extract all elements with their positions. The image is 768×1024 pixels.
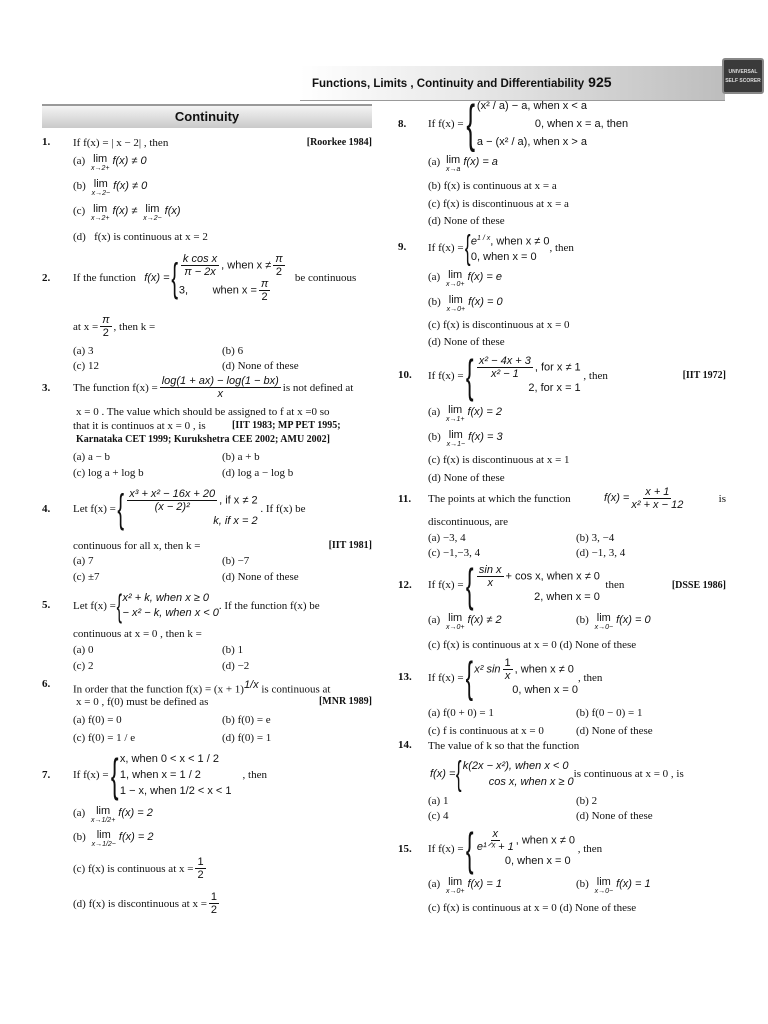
option-a: (a) f(0) = 0 [73, 714, 122, 726]
option-c: (c) f(x) is discontinuous at x = 0 [428, 319, 570, 331]
option-b: (b) lim x→0− f(x) = 0 [576, 612, 651, 631]
option-b: (b) lim x→1− f(x) = 3 [428, 429, 503, 448]
option-b: (b) f(x) is continuous at x = a [428, 180, 557, 192]
option-c: (c) f(x) is discontinuous at x = 1 [428, 454, 570, 466]
chapter-title: Functions, Limits , Continuity and Differentiability [312, 78, 585, 90]
option-b: (b) −7 [222, 555, 250, 567]
question-text: In order that the function $f(x) = (x + 1)^{1/x}$ is continuous at [73, 679, 331, 696]
logo-text: UNIVERSAL [728, 69, 758, 75]
option-d: (d) None of these [222, 360, 299, 372]
option-a: (a) 7 [73, 555, 94, 567]
option-c: (c) ±7 [73, 571, 100, 583]
question-number: 14. [398, 739, 412, 751]
option-d: (d) None of these [576, 725, 653, 737]
question-number: 3. [42, 382, 51, 394]
option-c: (c) f is continuous at x = 0 [428, 725, 544, 737]
question-number: 13. [398, 671, 412, 683]
option-a: (a) lim x→0+ f(x) = 1 [428, 876, 502, 895]
publisher-logo [722, 58, 764, 94]
option-a: (a) lim x→2+ f(x) ≠ 0 [73, 153, 147, 172]
question-text: Let f(x) = { $\frac{\text{x³ + x² − 16x + 20}}{\text{(x − 2)²}}$ , if x ≠ 2 k, if x = 2 . If f(x) be [73, 487, 306, 531]
question-text-2: discontinuous, are [428, 516, 509, 528]
source-tag: [DSSE 1986] [671, 580, 726, 591]
source-tag: [IIT 1981] [328, 540, 372, 551]
question-text-2: x = 0 , f(0) must be defined as [76, 696, 209, 708]
question-text: The value of k so that the function [428, 740, 580, 752]
option-b: (b) 6 [222, 345, 244, 357]
option-d [73, 230, 208, 244]
source-tag: [MNR 1989] [318, 696, 372, 707]
question-formula: f(x) = { k(2x − x²), when x < 0 cos x, when x ≥ 0 is continuous at x = 0 , is [430, 755, 684, 793]
option-a: (a) 0 [73, 644, 94, 656]
question-text: If the function f(x) = { $\frac{\text{k cos x}}{\pi - 2x}$ , when x ≠ $\frac{\pi}{2}$ 3, when x = $\frac{\pi}{2}$ be continuous [73, 253, 357, 303]
option-c: (c) log a + log b [73, 467, 144, 479]
option-c: (c) −1,−3, 4 [428, 547, 481, 559]
option-a: (a) f(0 + 0) = 1 [428, 707, 494, 719]
running-header [312, 74, 612, 90]
option-b: (b) lim x→2− f(x) ≠ 0 [73, 178, 148, 197]
question-number: 10. [398, 369, 412, 381]
question-text: If f(x) = { $\frac{\text{x² − 4x + 3}}{\text{x² − 1}}$ , for x ≠ 1 2, for x = 1 , then [428, 350, 608, 402]
option-c: (c) f(0) = 1 / e [73, 732, 136, 744]
question-text: If f(x) = { (x² / a) − a, when x < a 0, when x = a, then a − (x² / a), when x > a [428, 95, 629, 153]
question-number: 5. [42, 599, 51, 611]
option-b: (b) 3, −4 [576, 532, 615, 544]
option-b: (b) lim x→1/2− f(x) = 2 [73, 829, 154, 848]
question-number: 8. [398, 118, 407, 130]
question-number: 12. [398, 579, 412, 591]
logo-text: SELF SCORER [725, 78, 761, 84]
option-c: (c) 12 [73, 360, 99, 372]
question-number: 4. [42, 503, 51, 515]
option-a: (a) lim x→1/2+ f(x) = 2 [73, 805, 153, 824]
option-d: (d) f(0) = 1 [222, 732, 272, 744]
option-c-d: (c) f(x) is continuous at x = 0 (d) None of these [428, 639, 637, 651]
page-number: 925 [588, 74, 612, 90]
question-number: 9. [398, 241, 407, 253]
option-b: (b) lim x→0− f(x) = 1 [576, 876, 651, 895]
option-a: (a) a − b [73, 451, 111, 463]
question-number: 7. [42, 769, 51, 781]
option-b: (b) 2 [576, 795, 598, 807]
option-a: (a) lim x→0+ f(x) = e [428, 269, 502, 288]
option-c-d: (c) f(x) is continuous at x = 0 (d) None of these [428, 902, 637, 914]
option-label: (d) [73, 231, 86, 243]
source-tag: [IIT 1972] [682, 370, 726, 381]
option-c: (c) 2 [73, 660, 94, 672]
question-text-2: continuous at x = 0 , then k = [73, 628, 202, 640]
question-number: 11. [398, 493, 412, 505]
option-c: (c) f(x) is discontinuous at x = a [428, 198, 569, 210]
question-text: The points at which the function f(x) = $\frac{x + 1}{\text{x² + x − 12}}$ is [428, 486, 726, 511]
option-b: (b) f(0 − 0) = 1 [576, 707, 643, 719]
question-text: If f(x) = { $\frac{\text{sin x}}{x}$ + cos x, when x ≠ 0 2, when x = 0 then [428, 559, 625, 611]
question-text: If f(x) = { $\frac{x}{\text{e¹ᐟˣ + 1}}$ , when x ≠ 0 0, when x = 0 , then [428, 823, 603, 875]
option-b: (b) f(0) = e [222, 714, 271, 726]
option-a: (a) lim x→0+ f(x) ≠ 2 [428, 612, 502, 631]
question-text-2: x = 0 . The value which should be assigned to f at x =0 so [76, 406, 330, 418]
question-text: The function f(x) = $\frac{\log(1 + ax) - \log(1 - bx)}{x}$ is not defined at [73, 375, 354, 400]
option-b: (b) a + b [222, 451, 260, 463]
question-text: If f(x) = { x, when 0 < x < 1 / 2 1, when x = 1 / 2 1 − x, when 1/2 < x < 1 , then [73, 749, 267, 801]
option-c: (c) 4 [428, 810, 449, 822]
option-a: (a) −3, 4 [428, 532, 466, 544]
option-c: (c) f(x) is continuous at x = $\frac{1}{2}$ [73, 856, 204, 881]
option-d: (d) None of these [428, 336, 505, 348]
question-number: 15. [398, 843, 412, 855]
option-a: (a) 3 [73, 345, 94, 357]
question-text: If f(x) = { $e^{1 / x}$, when x ≠ 0 0, when x = 0 , then [428, 229, 574, 267]
question-number: 2. [42, 272, 51, 284]
option-b: (b) lim x→0+ f(x) = 0 [428, 294, 503, 313]
option-d: (d) −1, 3, 4 [576, 547, 626, 559]
option-d: (d) None of these [576, 810, 653, 822]
source-tag: [Roorkee 1984] [306, 137, 372, 148]
option-c: (c) lim x→2+ f(x) ≠ lim x→2− f(x) [73, 203, 181, 222]
option-a: (a) lim x→a f(x) = a [428, 154, 498, 173]
option-d: (d) f(x) is discontinuous at x = $\frac{1}{2}$ [73, 891, 218, 916]
option-d: (d) None of these [428, 472, 505, 484]
question-text-2: continuous for all x, then k = [73, 540, 201, 552]
source-tag-2: Karnataka CET 1999; Kurukshetra CEE 2002; AMU 2002] [76, 434, 330, 445]
section-heading: Continuity [42, 104, 372, 128]
option-d: (d) None of these [428, 215, 505, 227]
question-text: If f(x) = | x − 2| , then [73, 137, 169, 149]
question-number: 6. [42, 678, 51, 690]
option-a: (a) 1 [428, 795, 449, 807]
source-tag: [IIT 1983; MP PET 1995; [232, 420, 341, 431]
question-number: 1. [42, 136, 51, 148]
option-b: (b) 1 [222, 644, 244, 656]
option-d: (d) log a − log b [222, 467, 294, 479]
question-text-3: that it is continuos at x = 0 , is [73, 420, 206, 432]
question-text: Let f(x) = { x² + k, when x ≥ 0 − x² − k, when x < 0 . If the function f(x) be [73, 588, 320, 624]
option-d: (d) None of these [222, 571, 299, 583]
question-text-2: at x = $\frac{\pi}{2}$ , then k = [73, 314, 156, 339]
option-text: f(x) is continuous at x = 2 [94, 231, 208, 243]
option-d: (d) −2 [222, 660, 250, 672]
option-a: (a) lim x→1+ f(x) = 2 [428, 404, 502, 423]
question-text: If f(x) = { x² sin $\frac{1}{x}$ , when x ≠ 0 0, when x = 0 , then [428, 653, 603, 702]
